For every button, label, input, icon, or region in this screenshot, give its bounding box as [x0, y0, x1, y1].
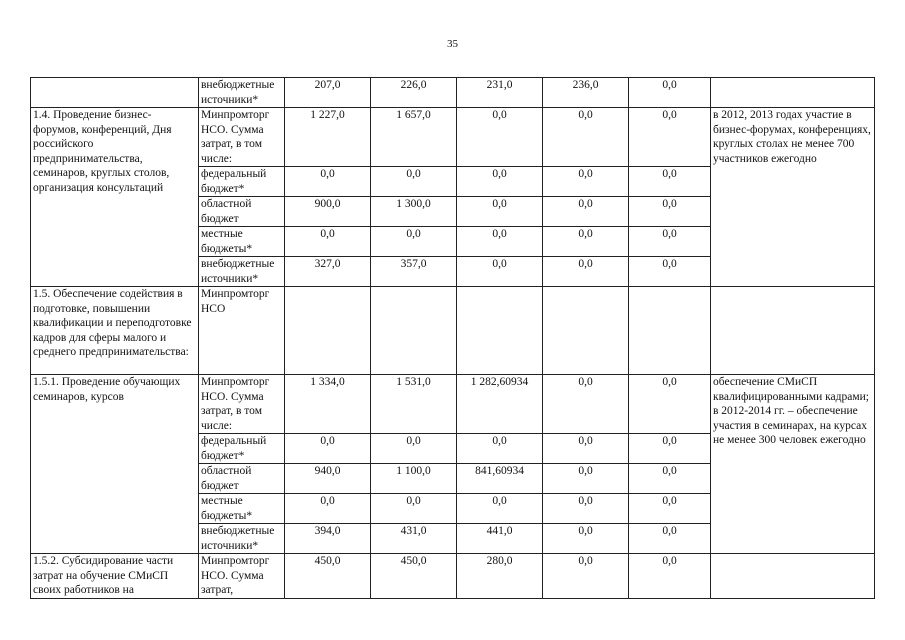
value-2014-cell: 441,0 [457, 524, 543, 554]
value-2013-cell: 450,0 [371, 554, 457, 599]
value-2012-cell: 0,0 [285, 167, 371, 197]
result-cell [711, 554, 875, 599]
measure-cell: 1.4. Проведение бизнес-форумов, конференций, Дня российского предпринимательства, семинаров, круглых столов, организация консультаций [31, 108, 199, 287]
funding-source-cell: областной бюджет [199, 197, 285, 227]
measure-cell [31, 78, 199, 108]
value-2016-cell: 0,0 [629, 257, 711, 287]
value-2012-cell: 394,0 [285, 524, 371, 554]
value-2015-cell: 0,0 [543, 494, 629, 524]
value-2016-cell: 0,0 [629, 197, 711, 227]
value-2013-cell: 431,0 [371, 524, 457, 554]
value-2015-cell: 0,0 [543, 554, 629, 599]
value-2014-cell: 0,0 [457, 197, 543, 227]
funding-source-cell: Минпромторг НСО. Сумма затрат, в том числе: [199, 108, 285, 167]
table-row [31, 554, 875, 599]
funding-source-cell: внебюджетные источники* [199, 257, 285, 287]
value-2015-cell: 0,0 [543, 464, 629, 494]
result-cell: в 2012, 2013 годах участие в бизнес-форумах, конференциях, круглых столах не менее 700 участников ежегодно [711, 108, 875, 287]
value-2015-cell: 0,0 [543, 167, 629, 197]
funding-source-cell: местные бюджеты* [199, 227, 285, 257]
value-2016-cell: 0,0 [629, 108, 711, 167]
value-2013-cell: 1 531,0 [371, 375, 457, 434]
value-2014-cell: 0,0 [457, 167, 543, 197]
value-2015-cell: 0,0 [543, 375, 629, 434]
value-2013-cell: 357,0 [371, 257, 457, 287]
value-2013-cell: 0,0 [371, 434, 457, 464]
value-2016-cell: 0,0 [629, 524, 711, 554]
value-2013-cell [371, 287, 457, 375]
value-2012-cell: 1 334,0 [285, 375, 371, 434]
table-row [31, 375, 875, 434]
value-2012-cell: 900,0 [285, 197, 371, 227]
funding-source-cell: федеральный бюджет* [199, 167, 285, 197]
value-2015-cell: 0,0 [543, 197, 629, 227]
funding-source-cell: внебюджетные источники* [199, 524, 285, 554]
value-2014-cell: 231,0 [457, 78, 543, 108]
measure-cell: 1.5.1. Проведение обучающих семинаров, курсов [31, 375, 199, 554]
value-2016-cell: 0,0 [629, 375, 711, 434]
value-2012-cell: 0,0 [285, 494, 371, 524]
funding-source-cell: внебюджетные источники* [199, 78, 285, 108]
value-2013-cell: 0,0 [371, 494, 457, 524]
value-2015-cell: 0,0 [543, 524, 629, 554]
value-2012-cell: 327,0 [285, 257, 371, 287]
value-2014-cell [457, 287, 543, 375]
funding-source-cell: местные бюджеты* [199, 494, 285, 524]
table-row [31, 78, 875, 108]
value-2015-cell: 0,0 [543, 108, 629, 167]
value-2016-cell: 0,0 [629, 167, 711, 197]
funding-source-cell: Минпромторг НСО. Сумма затрат, в том числе: [199, 375, 285, 434]
page-number: 35 [447, 38, 458, 50]
funding-source-cell: Минпромторг НСО [199, 287, 285, 375]
value-2013-cell: 1 657,0 [371, 108, 457, 167]
value-2016-cell [629, 287, 711, 375]
value-2015-cell: 236,0 [543, 78, 629, 108]
value-2013-cell: 0,0 [371, 227, 457, 257]
value-2014-cell: 0,0 [457, 227, 543, 257]
value-2016-cell: 0,0 [629, 554, 711, 599]
value-2013-cell: 1 100,0 [371, 464, 457, 494]
value-2014-cell: 841,60934 [457, 464, 543, 494]
value-2015-cell: 0,0 [543, 434, 629, 464]
value-2012-cell: 207,0 [285, 78, 371, 108]
result-cell [711, 78, 875, 108]
value-2014-cell: 0,0 [457, 108, 543, 167]
result-cell [711, 287, 875, 375]
funding-source-cell: Минпромторг НСО. Сумма затрат, [199, 554, 285, 599]
value-2012-cell: 0,0 [285, 227, 371, 257]
value-2016-cell: 0,0 [629, 434, 711, 464]
value-2016-cell: 0,0 [629, 227, 711, 257]
table-row [31, 287, 875, 375]
value-2012-cell: 0,0 [285, 434, 371, 464]
value-2014-cell: 1 282,60934 [457, 375, 543, 434]
value-2013-cell: 1 300,0 [371, 197, 457, 227]
value-2015-cell: 0,0 [543, 227, 629, 257]
value-2015-cell: 0,0 [543, 257, 629, 287]
value-2012-cell: 940,0 [285, 464, 371, 494]
funding-table [30, 77, 875, 599]
measure-cell: 1.5. Обеспечение содействия в подготовке, повышении квалификации и переподготовке кадров для сферы малого и среднего предпринимательства: [31, 287, 199, 375]
result-cell: обеспечение СМиСП квалифицированными кадрами; в 2012-2014 гг. – обеспечение участия в семинарах, на курсах не менее 300 человек ежегодно [711, 375, 875, 554]
value-2014-cell: 0,0 [457, 434, 543, 464]
value-2016-cell: 0,0 [629, 78, 711, 108]
value-2015-cell [543, 287, 629, 375]
value-2012-cell: 1 227,0 [285, 108, 371, 167]
value-2016-cell: 0,0 [629, 494, 711, 524]
value-2016-cell: 0,0 [629, 464, 711, 494]
value-2013-cell: 0,0 [371, 167, 457, 197]
value-2012-cell [285, 287, 371, 375]
value-2014-cell: 0,0 [457, 494, 543, 524]
funding-source-cell: областной бюджет [199, 464, 285, 494]
table-row [31, 108, 875, 167]
value-2013-cell: 226,0 [371, 78, 457, 108]
value-2014-cell: 280,0 [457, 554, 543, 599]
funding-source-cell: федеральный бюджет* [199, 434, 285, 464]
value-2014-cell: 0,0 [457, 257, 543, 287]
measure-cell: 1.5.2. Субсидирование части затрат на обучение СМиСП своих работников на [31, 554, 199, 599]
value-2012-cell: 450,0 [285, 554, 371, 599]
